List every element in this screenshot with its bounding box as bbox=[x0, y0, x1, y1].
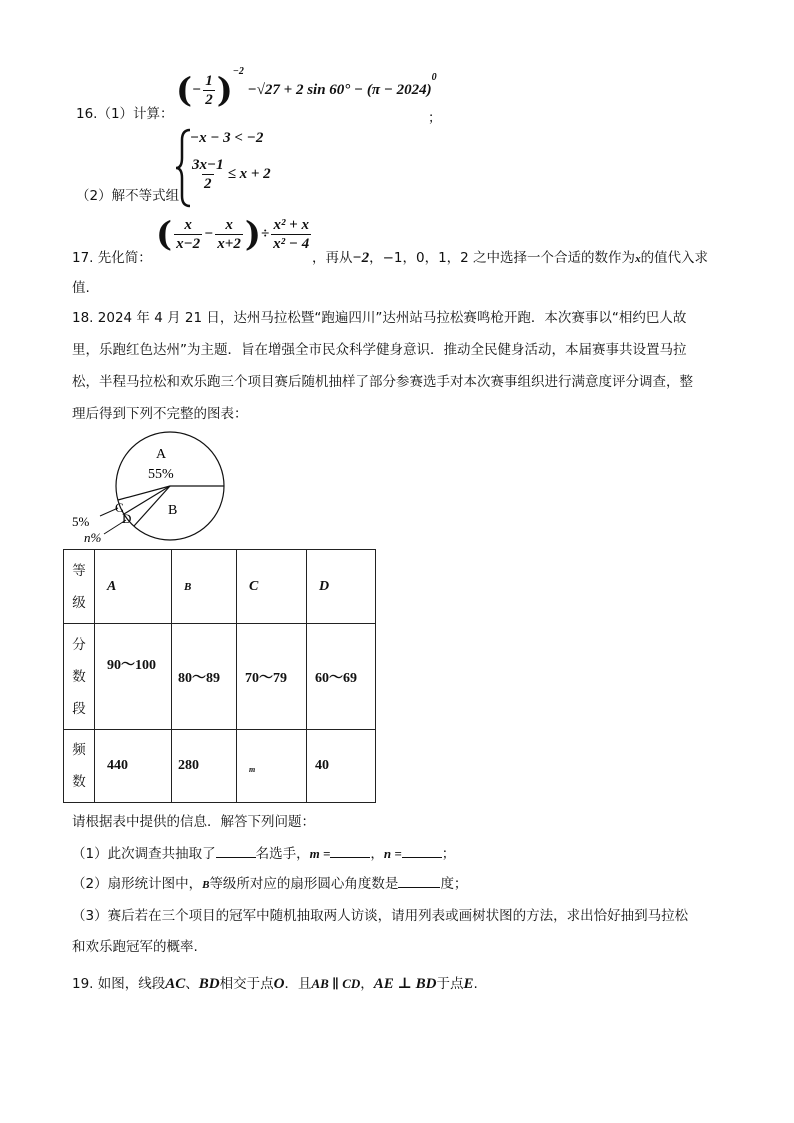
row-header-grade bbox=[64, 550, 95, 624]
q19-d: ．且 bbox=[284, 976, 312, 992]
q18-part1 bbox=[72, 842, 455, 862]
q16-part1-expression bbox=[176, 65, 437, 111]
range-cell: 90～100 bbox=[95, 624, 172, 730]
frac-den: 2 bbox=[205, 92, 213, 108]
neg-sign: − bbox=[192, 81, 202, 98]
q18-line-4: 理后得到下列不完整的图表： bbox=[72, 406, 248, 422]
row-header-range bbox=[64, 624, 95, 730]
pie-divider-db bbox=[134, 486, 170, 526]
table-row-range bbox=[64, 624, 376, 730]
q17-var: x bbox=[635, 253, 641, 265]
q17-expression bbox=[156, 216, 313, 253]
q18-line-1: 18. 2024 年 4 月 21 日，达州马拉松暨“跑遍四川”达州站马拉松赛鸣枪开跑．本次赛事以“相约巴人故 bbox=[72, 310, 687, 326]
q17-val: −2 bbox=[352, 250, 370, 266]
grade-cell: A bbox=[95, 550, 172, 624]
pie-chart bbox=[60, 430, 240, 550]
exponent-neg2: −2 bbox=[232, 65, 244, 77]
q18-part3-line2: 和欢乐跑冠军的概率. bbox=[72, 939, 198, 955]
q18-p2-a: （2）扇形统计图中， bbox=[72, 876, 203, 892]
q17-f1-den: x−2 bbox=[176, 236, 201, 252]
grade-cell: B bbox=[172, 550, 237, 624]
expression-rest: −√27 + 2 sin 60° − (π − 2024) bbox=[247, 82, 432, 98]
q16-part1-label: 16.（1）计算： bbox=[76, 106, 174, 122]
q17-f1-num: x bbox=[184, 217, 192, 233]
q18-part3-line1: （3）赛后若在三个项目的冠军中随机抽取两人访谈，请用列表或画树状图的方法，求出恰好抽到马拉松 bbox=[72, 908, 689, 924]
ineq2-num: 3x−1 bbox=[192, 157, 224, 173]
pie-pct-a: 55% bbox=[148, 467, 174, 482]
freq-cell: 440 bbox=[95, 730, 172, 803]
pie-pct-c: 5% bbox=[72, 514, 90, 529]
q17-f2-num: x bbox=[225, 217, 233, 233]
q18-p1-a: （1）此次调查共抽取了 bbox=[72, 846, 216, 862]
q17-left-paren: ( bbox=[156, 214, 173, 255]
q18-intro: 请根据表中提供的信息．解答下列问题： bbox=[72, 814, 315, 830]
frequency-table bbox=[63, 549, 376, 803]
q19-f: 于点 bbox=[436, 976, 464, 992]
q18-line-2: 里，乐跑红色达州”为主题．旨在增强全市民众科学健身意识．推动全民健身活动，本届赛事共设置马拉 bbox=[72, 342, 687, 358]
inequality-2 bbox=[188, 156, 271, 193]
q19-c: 相交于点 bbox=[219, 976, 274, 992]
q19-o: O bbox=[273, 976, 285, 992]
q17-suffix-a: ，再从 bbox=[312, 250, 353, 266]
q18-paragraph bbox=[72, 302, 693, 430]
pie-divider-cd bbox=[124, 486, 170, 514]
left-paren: ( bbox=[176, 70, 193, 111]
q19-bd: BD bbox=[198, 976, 220, 992]
q18-p1-b: 名选手， bbox=[255, 846, 310, 862]
q19-a: 19. 如图，线段 bbox=[72, 976, 166, 992]
q17-tail bbox=[312, 246, 708, 267]
q17-suffix-c: 的值代入求 bbox=[640, 250, 709, 266]
q17-line2: 值. bbox=[72, 280, 90, 296]
q17-frac-2 bbox=[215, 216, 243, 253]
q16-part2-label: （2）解不等式组 bbox=[76, 188, 180, 204]
pie-divider-ac bbox=[118, 486, 170, 500]
header-text: 分数段 bbox=[72, 636, 86, 717]
row-header-frequency bbox=[64, 730, 95, 803]
q17-frac-3 bbox=[271, 216, 311, 253]
q17-minus: − bbox=[204, 226, 214, 242]
pie-label-b: B bbox=[168, 503, 178, 518]
pie-label-c: C bbox=[115, 500, 124, 515]
ineq2-rest: ≤ x + 2 bbox=[227, 165, 271, 182]
freq-cell: m bbox=[237, 730, 307, 803]
grade-cell: C bbox=[237, 550, 307, 624]
q19-b: 、 bbox=[185, 976, 199, 992]
ineq2-den: 2 bbox=[204, 176, 212, 192]
pie-label-d: D bbox=[122, 511, 132, 526]
q19-text bbox=[72, 972, 478, 993]
q18-p1-d: ； bbox=[441, 846, 456, 862]
table-row-frequency bbox=[64, 730, 376, 803]
q17-suffix-b: ，−1，0，1，2 之中选择一个合适的数作为 bbox=[369, 250, 636, 266]
q18-p2-d: 度； bbox=[440, 876, 468, 892]
q19-perp: AE ⊥ BD bbox=[373, 976, 437, 992]
q19-parallel: AB ∥ CD bbox=[311, 976, 361, 991]
range-cell: 70～79 bbox=[237, 624, 307, 730]
grade-cell: D bbox=[307, 550, 376, 624]
blank-total bbox=[216, 843, 256, 858]
blank-n bbox=[402, 843, 442, 858]
header-text: 频数 bbox=[72, 742, 86, 790]
header-text: 等级 bbox=[72, 562, 86, 611]
q19-point-e: E bbox=[463, 976, 474, 992]
blank-angle bbox=[398, 873, 440, 888]
q17-f2-den: x+2 bbox=[217, 236, 241, 252]
q17-frac-1 bbox=[174, 216, 202, 253]
frac-num: 1 bbox=[205, 73, 213, 89]
q16-part1-end: ； bbox=[428, 110, 442, 126]
q17-prefix: 17. 先化简： bbox=[72, 250, 152, 266]
table-row-grade bbox=[64, 550, 376, 624]
q18-p1-m: m = bbox=[309, 846, 331, 861]
q17-divide: ÷ bbox=[260, 226, 270, 242]
pie-label-a: A bbox=[156, 447, 167, 462]
q18-p1-n: n = bbox=[383, 846, 402, 861]
ineq2-fraction bbox=[190, 156, 226, 193]
q19-ac: AC bbox=[165, 976, 186, 992]
blank-m bbox=[330, 843, 370, 858]
fraction-half bbox=[203, 72, 215, 109]
q19-e: ， bbox=[360, 976, 374, 992]
q18-p2-b: B bbox=[202, 879, 210, 891]
q18-p1-c: ， bbox=[370, 846, 384, 862]
q17-right-paren: ) bbox=[244, 214, 261, 255]
freq-cell: 40 bbox=[307, 730, 376, 803]
q18-p2-c: 等级所对应的扇形圆心角度数是 bbox=[209, 876, 399, 892]
pie-pct-d: n% bbox=[84, 530, 102, 545]
q19-g: . bbox=[473, 976, 478, 992]
range-cell: 60～69 bbox=[307, 624, 376, 730]
exponent-zero: 0 bbox=[431, 71, 437, 83]
inequality-1: −x − 3 < −2 bbox=[190, 130, 264, 146]
q17-f3-num: x² + x bbox=[273, 217, 309, 233]
right-paren: ) bbox=[216, 70, 233, 111]
range-cell: 80～89 bbox=[172, 624, 237, 730]
q17-f3-den: x² − 4 bbox=[273, 236, 310, 252]
freq-cell: 280 bbox=[172, 730, 237, 803]
q18-line-3: 松，半程马拉松和欢乐跑三个项目赛后随机抽样了部分参赛选手对本次赛事组织进行满意度评分调查，整 bbox=[72, 374, 693, 390]
q18-part2 bbox=[72, 872, 467, 892]
